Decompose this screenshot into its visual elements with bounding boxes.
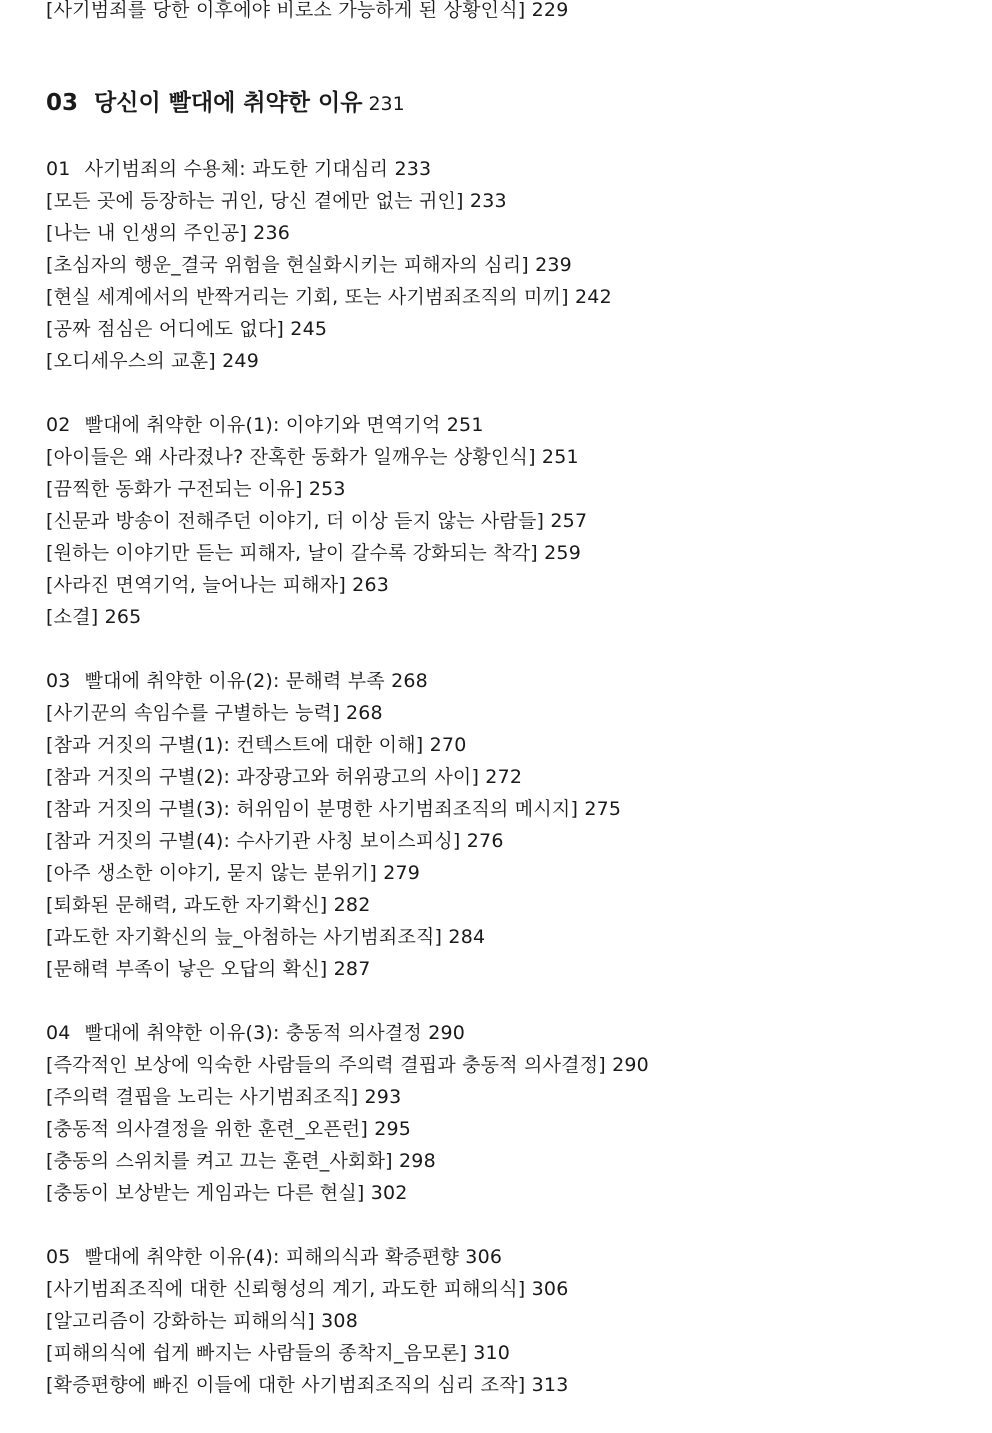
- toc-entry: [끔찍한 동화가 구전되는 이유] 253: [46, 478, 346, 500]
- toc-entry: [아이들은 왜 사라졌나? 잔혹한 동화가 일깨우는 상황인식] 251: [46, 446, 579, 468]
- toc-entry: [오디세우스의 교훈] 249: [46, 350, 260, 372]
- section-title: 빨대에 취약한 이유(1): 이야기와 면역기억 251: [84, 414, 484, 436]
- toc-entry: [충동의 스위치를 켜고 끄는 훈련_사회화] 298: [46, 1150, 436, 1172]
- toc-section: [46, 665, 966, 985]
- toc-entry: [공짜 점심은 어디에도 없다] 245: [46, 318, 328, 340]
- toc-entry: [참과 거짓의 구별(4): 수사기관 사칭 보이스피싱] 276: [46, 830, 504, 852]
- toc-entry: [참과 거짓의 구별(1): 컨텍스트에 대한 이해] 270: [46, 734, 467, 756]
- toc-entry: [즉각적인 보상에 익숙한 사람들의 주의력 결핍과 충동적 의사결정] 290: [46, 1054, 649, 1076]
- section-number: 03: [46, 670, 71, 692]
- toc-entry: [확증편향에 빠진 이들에 대한 사기범죄조직의 심리 조작] 313: [46, 1374, 569, 1396]
- section-title: 사기범죄의 수용체: 과도한 기대심리 233: [84, 158, 432, 180]
- toc-entry: [알고리즘이 강화하는 피해의식] 308: [46, 1310, 359, 1332]
- toc-entry: [원하는 이야기만 듣는 피해자, 날이 갈수록 강화되는 착각] 259: [46, 542, 581, 564]
- section-heading: [46, 409, 966, 441]
- toc-section: [46, 153, 966, 377]
- toc-section: [46, 1017, 966, 1209]
- toc-entry: [아주 생소한 이야기, 묻지 않는 분위기] 279: [46, 862, 421, 884]
- toc-entry: [초심자의 행운_결국 위험을 현실화시키는 피해자의 심리] 239: [46, 254, 572, 276]
- part-number: 03: [46, 90, 79, 116]
- toc-section: [46, 1241, 966, 1401]
- toc-section: [46, 409, 966, 633]
- section-heading: [46, 153, 966, 185]
- toc-entry: [사라진 면역기억, 늘어나는 피해자] 263: [46, 574, 390, 596]
- toc-entry: [현실 세계에서의 반짝거리는 기회, 또는 사기범죄조직의 미끼] 242: [46, 286, 612, 308]
- section-number: 02: [46, 414, 71, 436]
- section-title: 빨대에 취약한 이유(3): 충동적 의사결정 290: [84, 1022, 466, 1044]
- section-title: 빨대에 취약한 이유(4): 피해의식과 확증편향 306: [84, 1246, 503, 1268]
- toc-entry: [사기꾼의 속임수를 구별하는 능력] 268: [46, 702, 383, 724]
- toc-entry: [참과 거짓의 구별(3): 허위임이 분명한 사기범죄조직의 메시지] 275: [46, 798, 622, 820]
- section-heading: [46, 1017, 966, 1049]
- section-heading: [46, 665, 966, 697]
- table-of-contents: [46, 0, 966, 1433]
- toc-entry: [모든 곳에 등장하는 귀인, 당신 곁에만 없는 귀인] 233: [46, 190, 507, 212]
- section-number: 04: [46, 1022, 71, 1044]
- section-heading: [46, 1241, 966, 1273]
- toc-entry: [사기범죄조직에 대한 신뢰형성의 계기, 과도한 피해의식] 306: [46, 1278, 569, 1300]
- toc-entry-previous: [사기범죄를 당한 이후에야 비로소 가능하게 된 상황인식] 229: [46, 0, 569, 21]
- toc-entry: [주의력 결핍을 노리는 사기범죄조직] 293: [46, 1086, 402, 1108]
- section-number: 01: [46, 158, 71, 180]
- section-title: 빨대에 취약한 이유(2): 문해력 부족 268: [84, 670, 428, 692]
- section-list: [46, 153, 966, 1401]
- toc-entry: [소결] 265: [46, 606, 142, 628]
- toc-entry: [참과 거짓의 구별(2): 과장광고와 허위광고의 사이] 272: [46, 766, 523, 788]
- section-number: 05: [46, 1246, 71, 1268]
- toc-entry: [과도한 자기확신의 늪_아첨하는 사기범죄조직] 284: [46, 926, 486, 948]
- part-title: 당신이 빨대에 취약한 이유: [94, 90, 363, 116]
- toc-entry: [충동적 의사결정을 위한 훈련_오픈런] 295: [46, 1118, 412, 1140]
- toc-entry: [피해의식에 쉽게 빠지는 사람들의 종착지_음모론] 310: [46, 1342, 511, 1364]
- toc-entry: [퇴화된 문해력, 과도한 자기확신] 282: [46, 894, 371, 916]
- part-page-number: 231: [368, 93, 405, 115]
- toc-entry: [문해력 부족이 낳은 오답의 확신] 287: [46, 958, 371, 980]
- toc-entry: [충동이 보상받는 게임과는 다른 현실] 302: [46, 1182, 408, 1204]
- toc-entry: [신문과 방송이 전해주던 이야기, 더 이상 듣지 않는 사람들] 257: [46, 510, 588, 532]
- part-heading: [46, 85, 966, 121]
- toc-entry: [나는 내 인생의 주인공] 236: [46, 222, 291, 244]
